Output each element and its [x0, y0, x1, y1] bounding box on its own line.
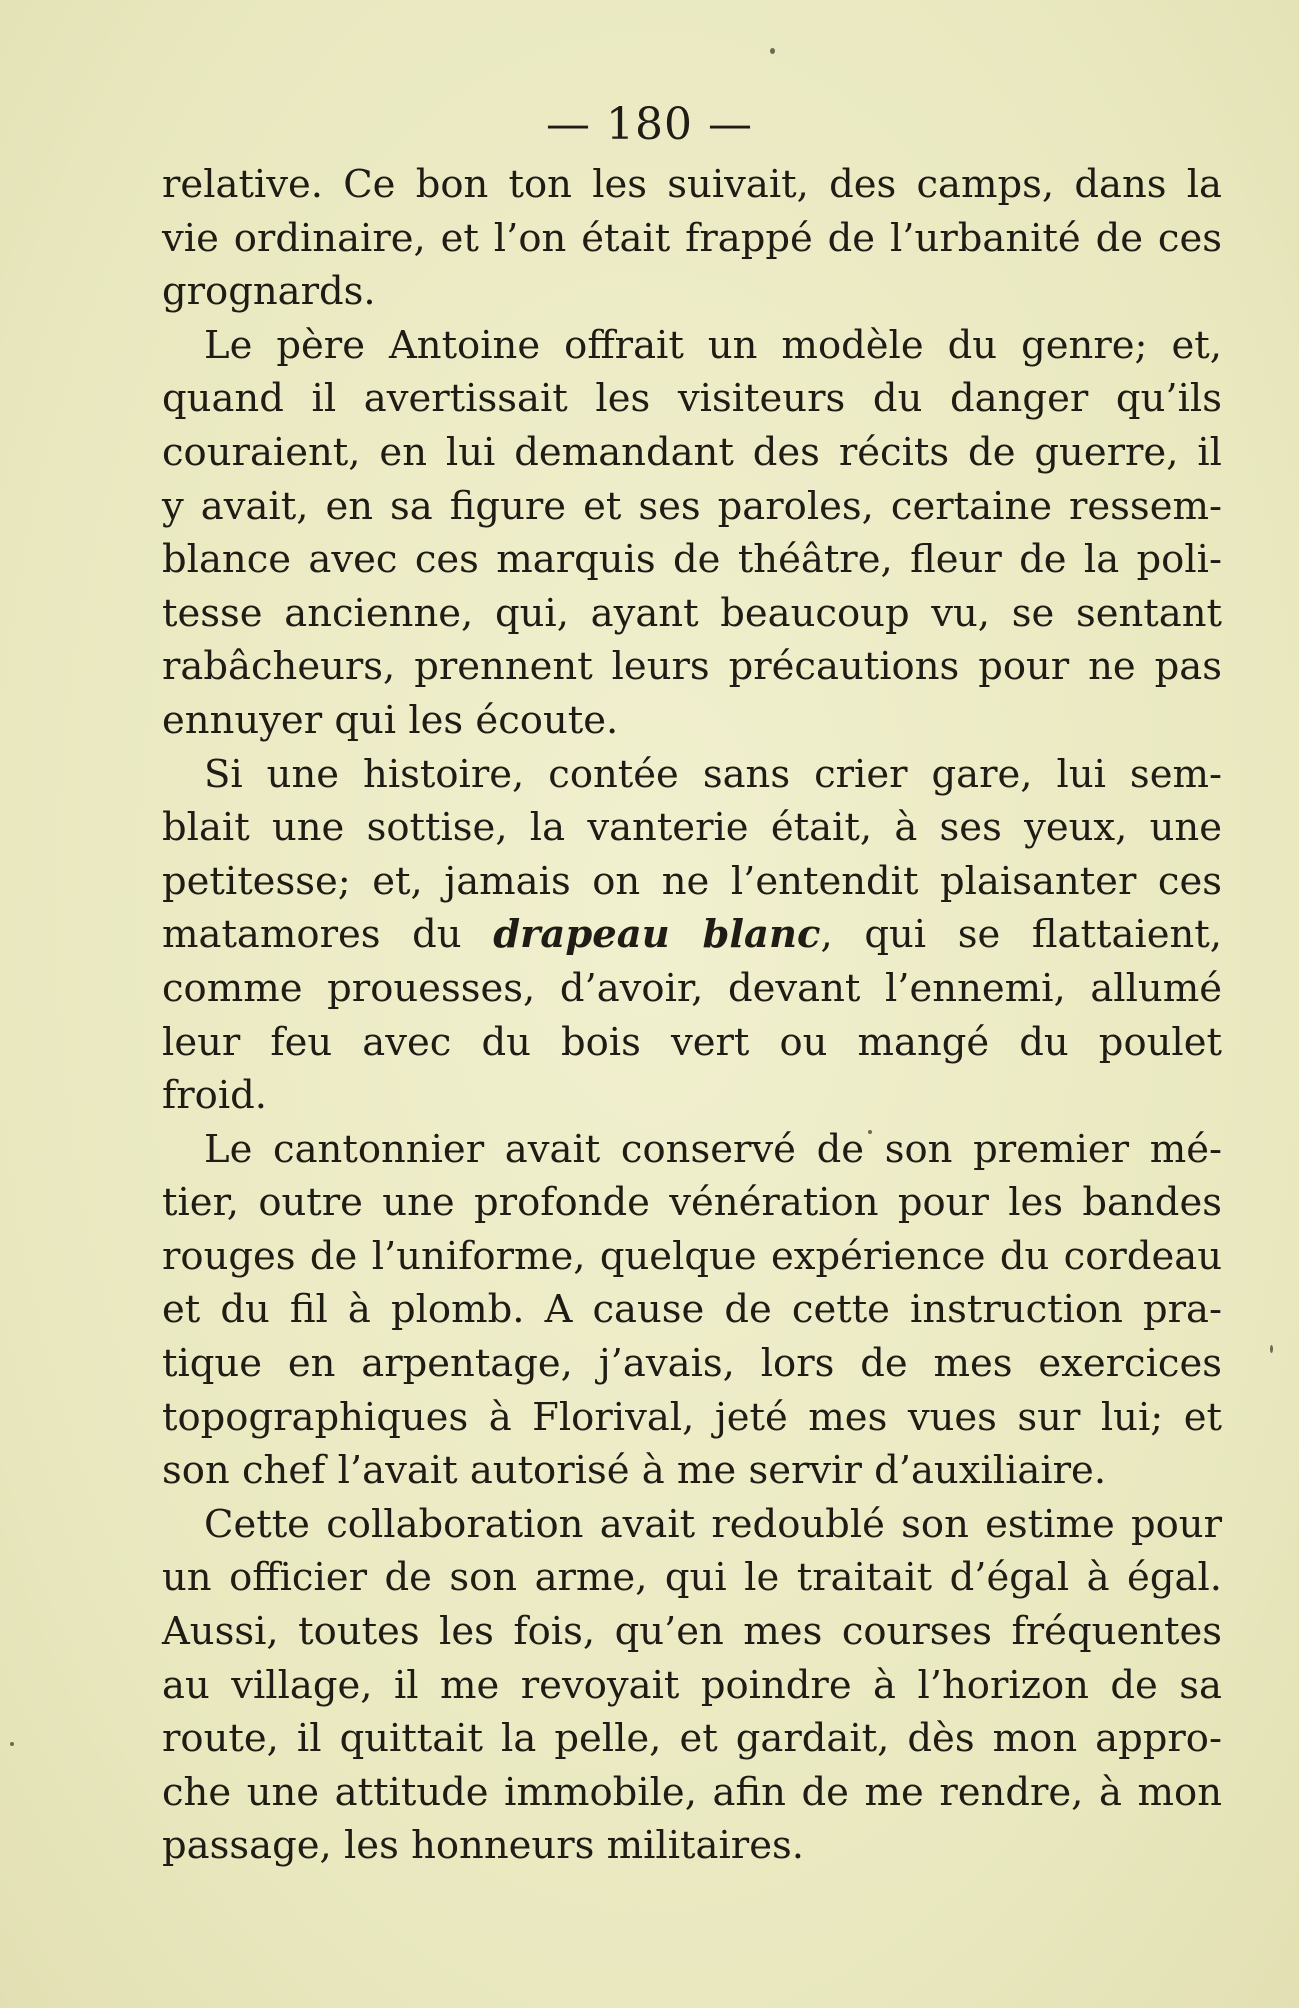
- text-line: Cette collaboration avait redoublé son estime pour: [204, 1501, 1222, 1547]
- text-line: leur feu avec du bois vert ou mangé du poulet: [162, 1019, 1222, 1065]
- text-line: Aussi, toutes les fois, qu’en mes courses fréquentes: [162, 1609, 1222, 1655]
- body-text: [162, 158, 1222, 1873]
- text-line: blance avec ces marquis de théâtre, fleur de la poli-: [162, 537, 1222, 583]
- text-segment: matamores du: [162, 912, 494, 958]
- text-line: rabâcheurs, prennent leurs précautions pour ne pas: [162, 644, 1222, 690]
- text-line: tesse ancienne, qui, ayant beaucoup vu, se sentant: [162, 590, 1222, 636]
- text-line: couraient, en lui demandant des récits de guerre, il: [162, 429, 1222, 475]
- text-line: son chef l’avait autorisé à me servir d’auxiliaire.: [162, 1448, 1107, 1494]
- text-line: vie ordinaire, et l’on était frappé de l’urbanité de ces: [162, 215, 1222, 261]
- text-line: au village, il me revoyait poindre à l’horizon de sa: [162, 1662, 1222, 1708]
- text-line: un officier de son arme, qui le traitait d’égal à égal.: [162, 1555, 1222, 1601]
- paragraph: [162, 158, 1222, 319]
- text-line: ennuyer qui les écoute.: [162, 697, 619, 743]
- text-line: Le père Antoine offrait un modèle du genre; et,: [204, 322, 1222, 368]
- text-line: et du fil à plomb. A cause de cette instruction pra-: [162, 1287, 1222, 1333]
- text-line-with-italic: [162, 908, 1222, 962]
- text-line: comme prouesses, d’avoir, devant l’ennemi, allumé: [162, 965, 1222, 1011]
- ink-speck: [1270, 1345, 1273, 1353]
- text-line: blait une sottise, la vanterie était, à ses yeux, une: [162, 805, 1222, 851]
- ink-speck: [770, 48, 775, 54]
- paragraph: [162, 1123, 1222, 1498]
- paragraph: [162, 1498, 1222, 1873]
- text-line: Le cantonnier avait conservé de son premier mé-: [204, 1126, 1222, 1172]
- text-line: passage, les honneurs militaires.: [162, 1823, 804, 1869]
- text-line: grognards.: [162, 269, 376, 315]
- text-line: route, il quittait la pelle, et gardait, dès mon appro-: [162, 1716, 1222, 1762]
- ink-speck: [10, 1742, 14, 1746]
- text-line: topographiques à Florival, jeté mes vues sur lui; et: [162, 1394, 1222, 1440]
- text-line: y avait, en sa figure et ses paroles, certaine ressem-: [162, 483, 1222, 529]
- italic-phrase: drapeau blanc: [493, 912, 821, 958]
- text-line: rouges de l’uniforme, quelque expérience du cordeau: [162, 1233, 1222, 1279]
- paragraph: [162, 748, 1222, 1123]
- page-number: — 180 —: [546, 99, 753, 150]
- text-line: petitesse; et, jamais on ne l’entendit plaisanter ces: [162, 858, 1222, 904]
- paragraph: [162, 319, 1222, 748]
- text-line: relative. Ce bon ton les suivait, des camps, dans la: [162, 162, 1222, 207]
- text-line: Si une histoire, contée sans crier gare, lui sem-: [204, 751, 1222, 797]
- text-line: quand il avertissait les visiteurs du danger qu’ils: [162, 376, 1222, 422]
- text-line: che une attitude immobile, afin de me rendre, à mon: [162, 1769, 1222, 1815]
- text-segment: , qui se flattaient,: [820, 912, 1222, 958]
- text-line: froid.: [162, 1073, 268, 1119]
- text-line: tique en arpentage, j’avais, lors de mes exercices: [162, 1341, 1222, 1387]
- text-line: tier, outre une profonde vénération pour les bandes: [162, 1180, 1222, 1226]
